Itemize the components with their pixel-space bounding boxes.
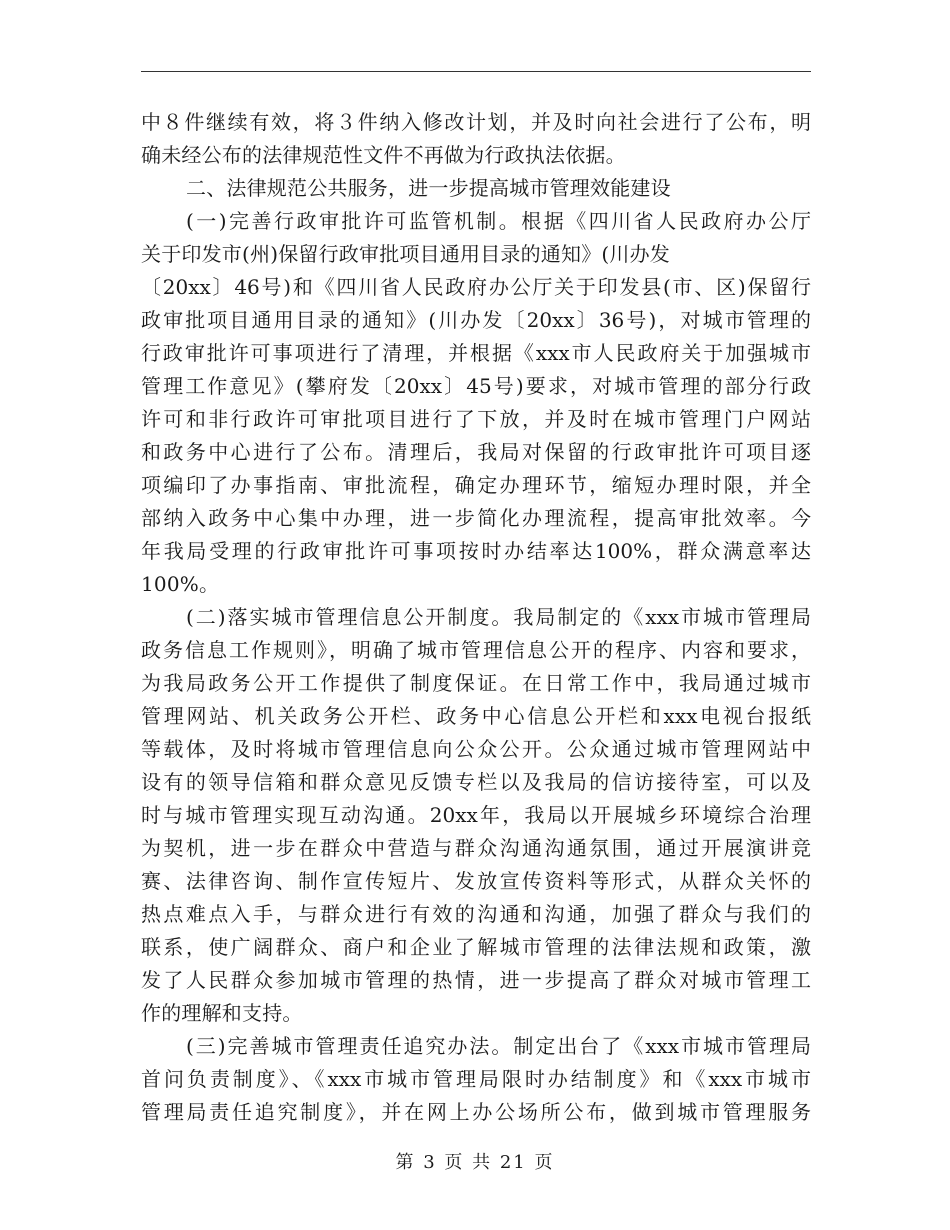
text-line: 年我局受理的行政审批许可事项按时办结率达100%，群众满意率达	[141, 539, 811, 563]
text-line: 〔20xx〕46号)和《四川省人民政府办公厅关于印发县(市、区)保留行	[141, 275, 811, 299]
text-line: 中８件继续有效，将３件纳入修改计划，并及时向社会进行了公布，明	[141, 110, 811, 134]
document-body	[141, 106, 811, 1129]
text-line: 管理网站、机关政务公开栏、政务中心信息公开栏和xxx电视台报纸	[141, 704, 811, 728]
text-line: 联系，使广阔群众、商户和企业了解城市管理的法律法规和政策，激	[141, 935, 811, 959]
text-line: 许可和非行政许可审批项目进行了下放，并及时在城市管理门户网站	[141, 407, 811, 431]
text-line: 确未经公布的法律规范性文件不再做为行政执法依据。	[141, 143, 626, 167]
text-line: 关于印发市(州)保留行政审批项目通用目录的通知》(川办发	[141, 242, 671, 266]
text-line: 和政务中心进行了公布。清理后，我局对保留的行政审批许可项目逐	[141, 440, 811, 464]
text-line: 行政审批许可事项进行了清理，并根据《xxx市人民政府关于加强城市	[141, 341, 811, 365]
text-line: 赛、法律咨询、制作宣传短片、发放宣传资料等形式，从群众关怀的	[141, 869, 811, 893]
text-line: 部纳入政务中心集中办理，进一步简化办理流程，提高审批效率。今	[141, 506, 811, 530]
text-line: 等载体，及时将城市管理信息向公众公开。公众通过城市管理网站中	[141, 737, 811, 761]
text-line: 政务信息工作规则》，明确了城市管理信息公开的程序、内容和要求，	[141, 638, 811, 662]
text-line: 二、法律规范公共服务，进一步提高城市管理效能建设	[186, 176, 671, 200]
text-line: 作的理解和支持。	[141, 1001, 303, 1025]
paragraph-lines	[141, 106, 811, 1129]
text-line: 政审批项目通用目录的通知》(川办发〔20xx〕36号)，对城市管理的	[141, 308, 811, 332]
text-line: (三)完善城市管理责任追究办法。制定出台了《xxx市城市管理局	[186, 1034, 811, 1058]
text-line: 首问负责制度》、《xxx市城市管理局限时办结制度》和《xxx市城市	[141, 1067, 811, 1091]
page-number-footer: 第 3 页 共 21 页	[395, 1152, 555, 1173]
text-line: 为我局政务公开工作提供了制度保证。在日常工作中，我局通过城市	[141, 671, 811, 695]
text-line: 设有的领导信箱和群众意见反馈专栏以及我局的信访接待室，可以及	[141, 770, 811, 794]
text-line: 时与城市管理实现互动沟通。20xx年，我局以开展城乡环境综合治理	[141, 803, 811, 827]
text-line: 热点难点入手，与群众进行有效的沟通和沟通，加强了群众与我们的	[141, 902, 811, 926]
text-line: 发了人民群众参加城市管理的热情，进一步提高了群众对城市管理工	[141, 968, 811, 992]
text-line: (一)完善行政审批许可监管机制。根据《四川省人民政府办公厅	[186, 209, 811, 233]
text-line: 管理工作意见》(攀府发〔20xx〕45号)要求，对城市管理的部分行政	[141, 374, 811, 398]
text-line: 100%。	[141, 572, 220, 596]
text-line: 管理局责任追究制度》，并在网上办公场所公布，做到城市管理服务	[141, 1100, 811, 1124]
text-line: 为契机，进一步在群众中营造与群众沟通沟通氛围，通过开展演讲竞	[141, 836, 811, 860]
text-line: (二)落实城市管理信息公开制度。我局制定的《xxx市城市管理局	[186, 605, 811, 629]
header-rule	[141, 71, 811, 72]
text-line: 项编印了办事指南、审批流程，确定办理环节，缩短办理时限，并全	[141, 473, 811, 497]
